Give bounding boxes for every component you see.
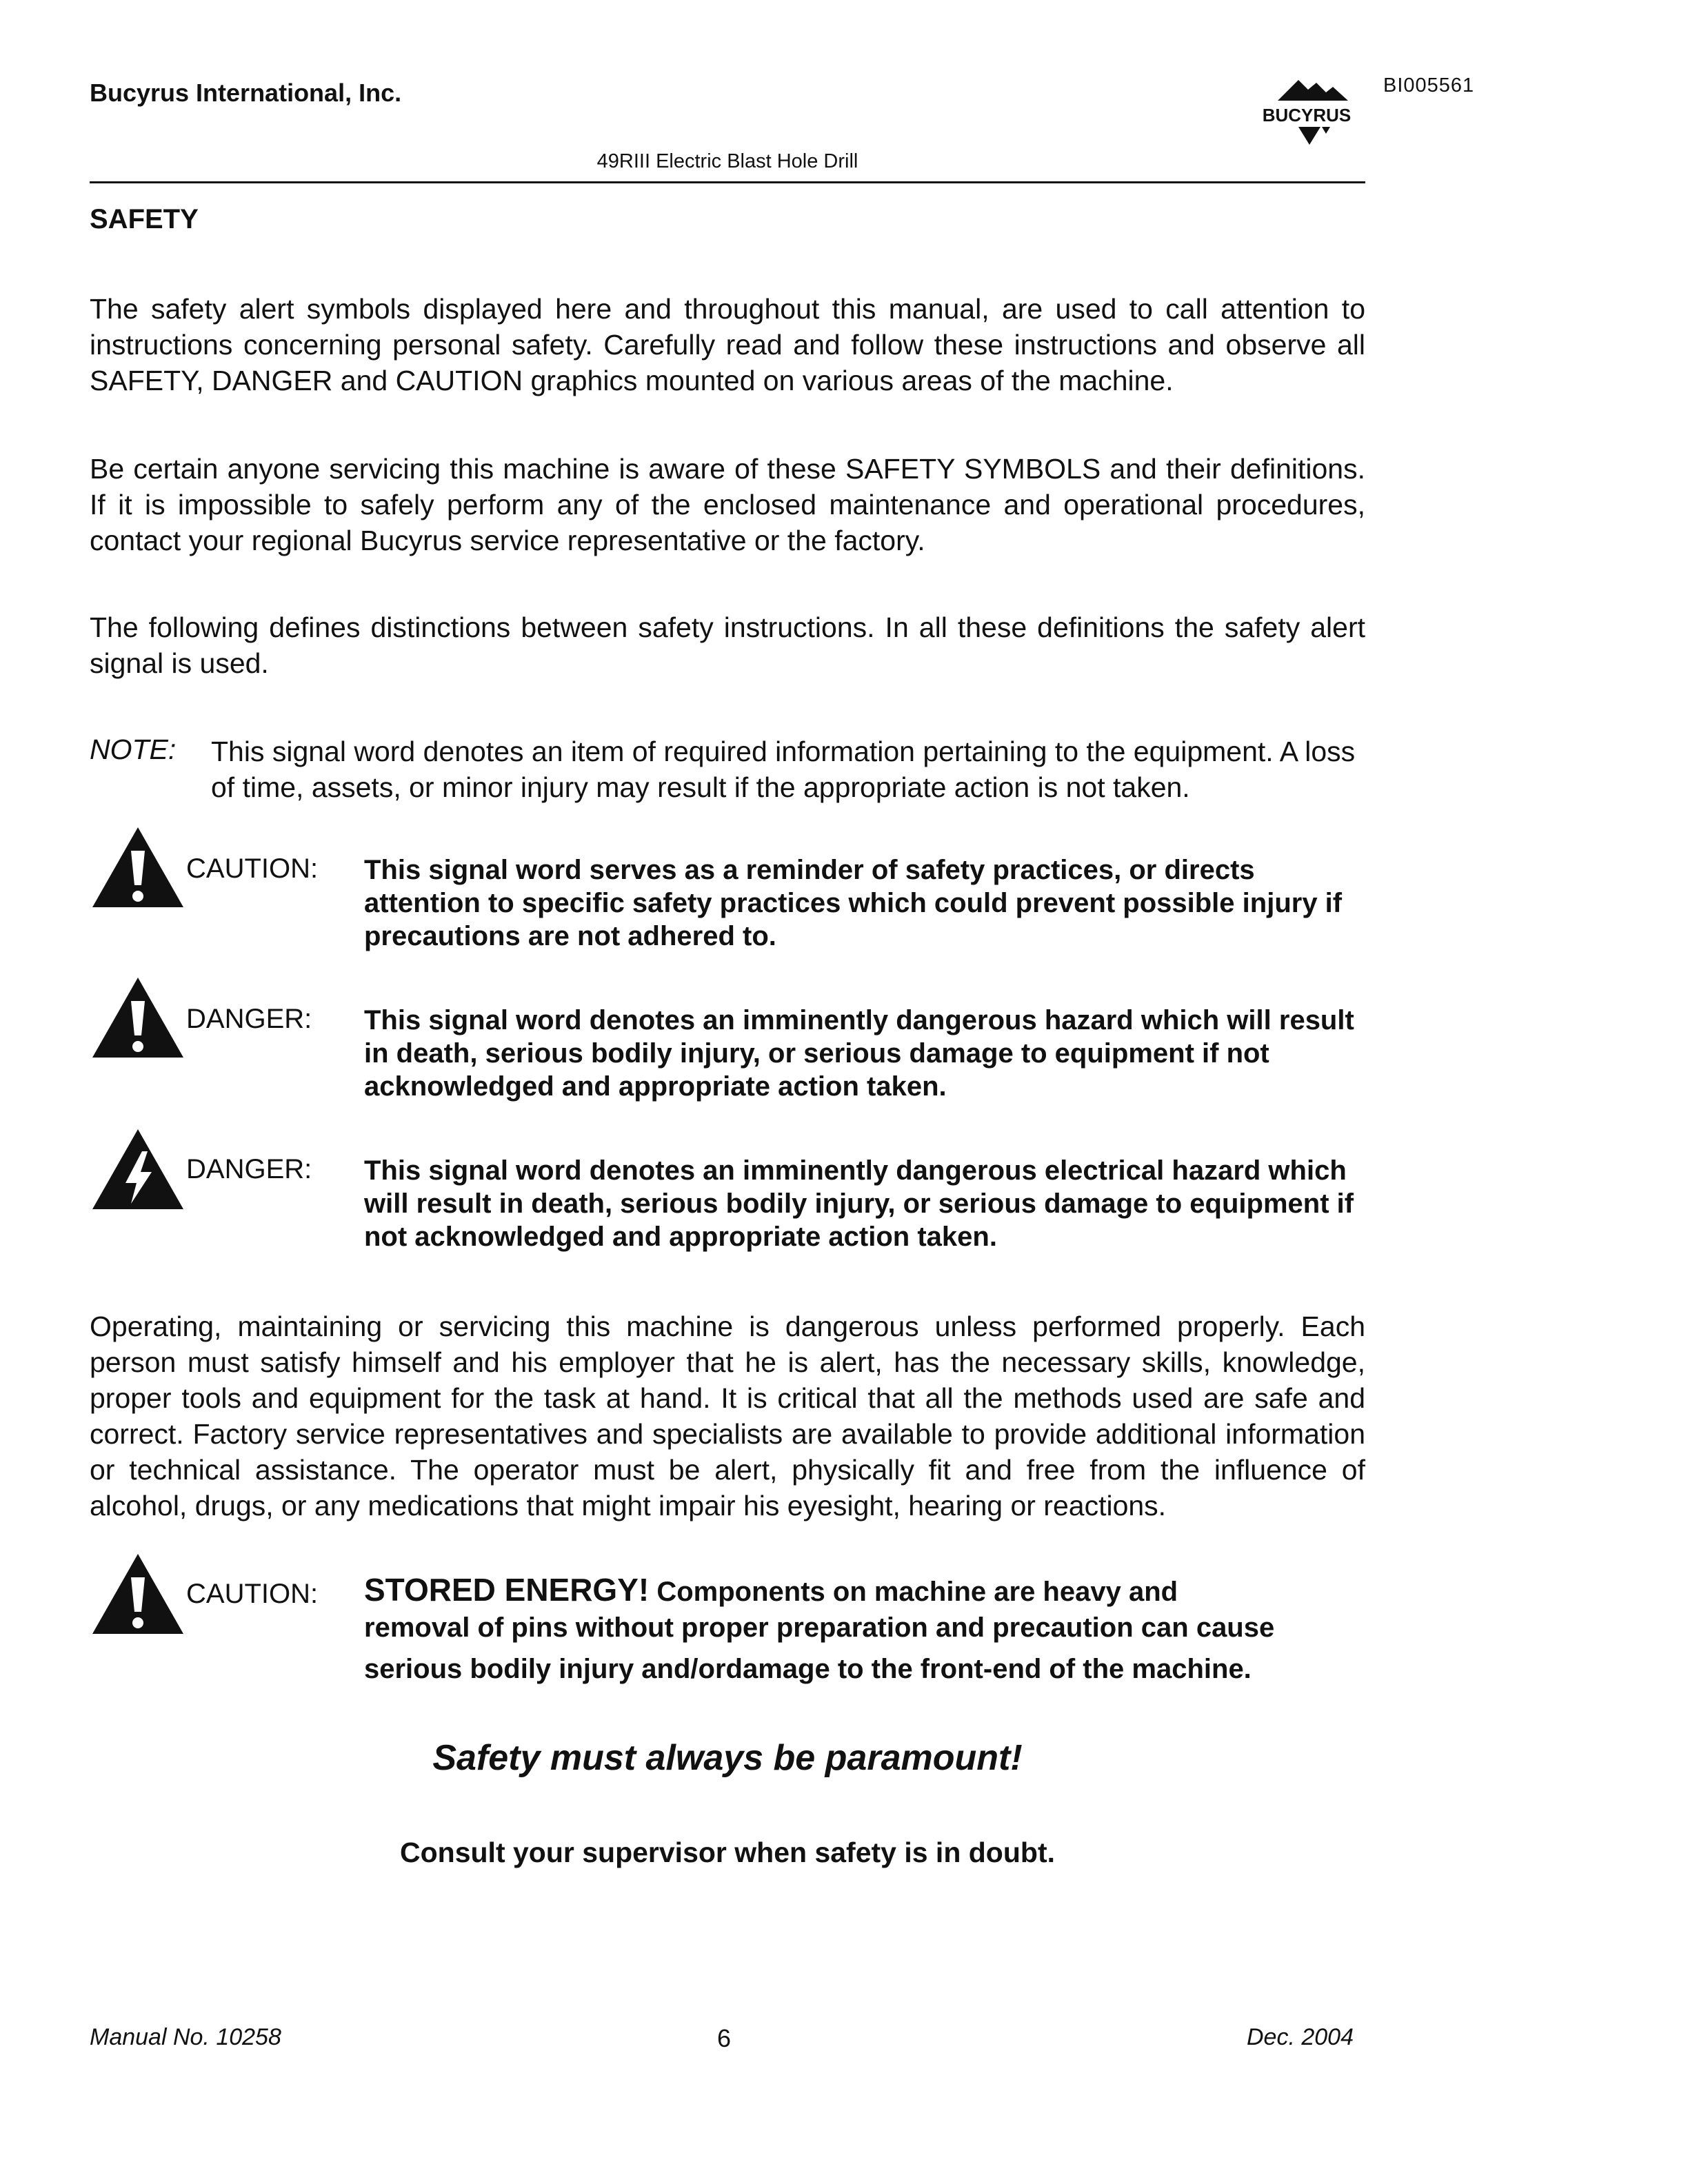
note-label: NOTE: (90, 734, 177, 765)
operating-paragraph: Operating, maintaining or servicing this machine is dangerous unless performed properly. Each person must satisfy himself and his employer that he is alert, has the necessary skills, knowledge, proper tools and equipment for the task at hand. It is critical that all the methods used are safe and correct. Factory service representatives and specialists are available to provide additional information or technical assistance. The operator must be alert, physically fit and free from the influence of alcohol, drugs, or any medications that might impair his eyesight, hearing or reactions. (90, 1311, 1365, 1521)
stored-energy-warning (364, 1573, 1371, 1686)
page-number: 6 (717, 2024, 732, 2052)
document-subtitle: 49RIII Electric Blast Hole Drill (596, 150, 858, 172)
exclamation-warning-icon (90, 825, 186, 913)
safety-slogan: Safety must always be paramount! (432, 1738, 1023, 1778)
stored-energy-line2: removal of pins without proper preparation and precaution can cause (364, 1612, 1275, 1643)
electrical-danger-label: DANGER: (186, 1154, 312, 1184)
header-divider (90, 181, 1365, 183)
servicing-paragraph: Be certain anyone servicing this machine is aware of these SAFETY SYMBOLS and their definitions. If it is impossible to safely perform any of the enclosed maintenance and operational procedures, contact your regional Bucyrus service representative or the factory. (90, 453, 1365, 556)
document-id: BI005561 (1383, 74, 1475, 97)
manual-number: Manual No. 10258 (90, 2024, 281, 2050)
consult-supervisor-note: Consult your supervisor when safety is in doubt. (400, 1837, 1055, 1868)
exclamation-warning-icon (90, 975, 186, 1063)
section-title: SAFETY (90, 204, 199, 234)
electrical-hazard-icon (90, 1126, 186, 1215)
exclamation-warning-icon (90, 1551, 186, 1639)
bucyrus-logo-icon (1245, 68, 1369, 154)
definitions-paragraph: The following defines distinctions between safety instructions. In all these definitions the safety alert signal is used. (90, 611, 1365, 679)
intro-paragraph: The safety alert symbols displayed here and throughout this manual, are used to call attention to instructions concerning personal safety. Carefully read and follow these instructions and observe all SAFETY, DANGER and CAUTION graphics mounted on various areas of the machine. (90, 293, 1365, 396)
danger-label: DANGER: (186, 1004, 312, 1034)
electrical-danger-definition: This signal word denotes an imminently dangerous electrical hazard which will result in death, serious bodily injury, or serious damage to equipment if not acknowledged and appropriate action taken. (364, 1155, 1354, 1252)
publication-date: Dec. 2004 (1247, 2024, 1354, 2050)
logo-text: BUCYRUS (1262, 105, 1352, 125)
stored-energy-caution-label: CAUTION: (186, 1579, 319, 1609)
caution-definition: This signal word serves as a reminder of safety practices, or directs attention to specific safety practices which could prevent possible injury if precautions are not adhered to. (364, 855, 1343, 951)
note-text: This signal word denotes an item of required information pertaining to the equipment. A loss of time, assets, or minor injury may result if the appropriate action is not taken. (211, 736, 1356, 803)
danger-definition: This signal word denotes an imminently dangerous hazard which will result in death, serious bodily injury, or serious damage to equipment if not acknowledged and appropriate action taken. (364, 1005, 1354, 1102)
company-name: Bucyrus International, Inc. (90, 79, 402, 107)
stored-energy-line1: Components on machine are heavy and (649, 1577, 1178, 1607)
stored-energy-line3: serious bodily injury and/ordamage to the front-end of the machine. (364, 1654, 1252, 1684)
caution-label: CAUTION: (186, 853, 319, 884)
stored-energy-heading: STORED ENERGY! (364, 1572, 650, 1608)
